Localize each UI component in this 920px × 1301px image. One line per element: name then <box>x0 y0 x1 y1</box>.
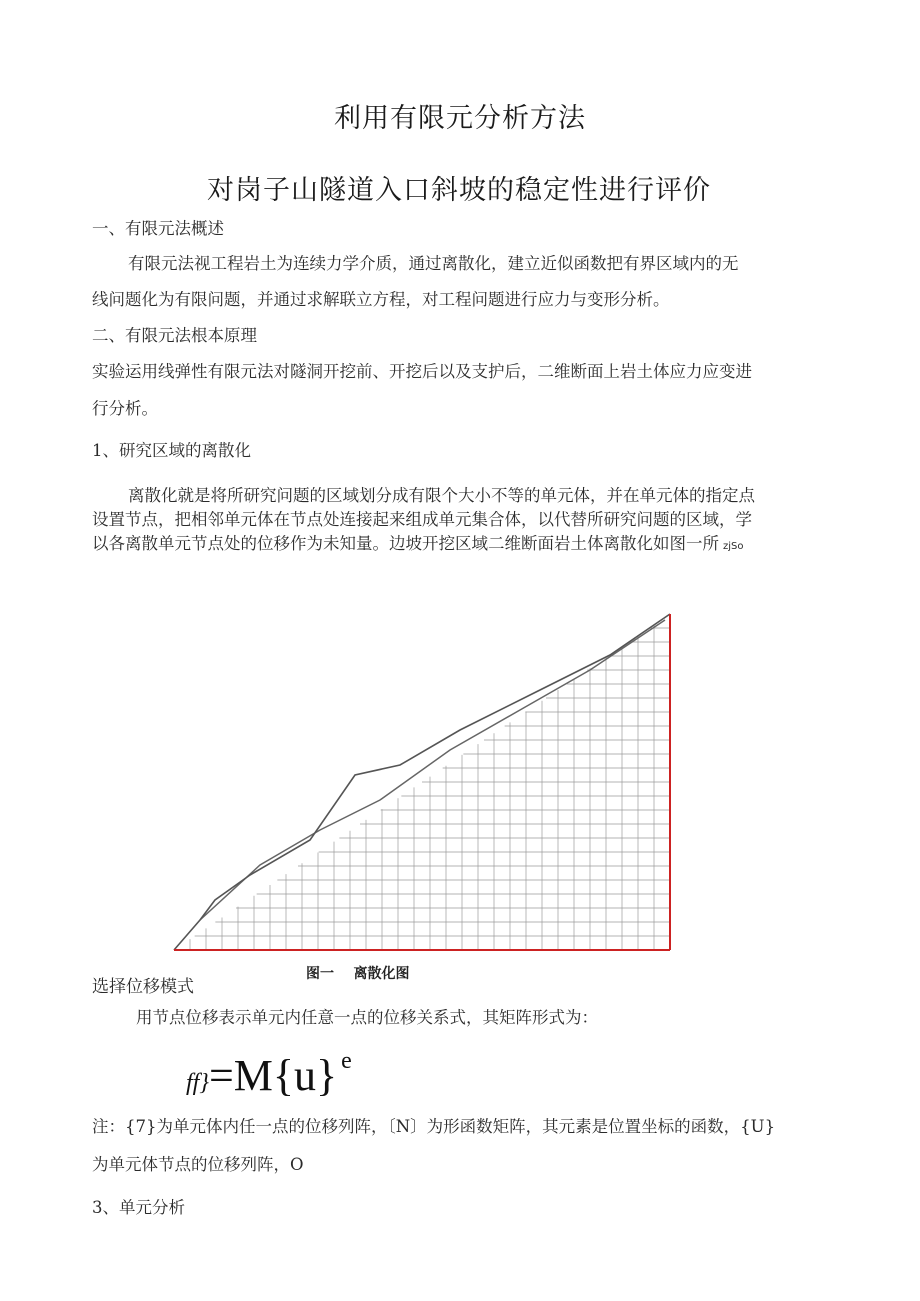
subsection-2-heading: 选择位移模式 <box>92 977 194 997</box>
subsection-2-para: 用节点位移表示单元内任意一点的位移关系式，其矩阵形式为： <box>136 1008 598 1027</box>
subsection-1-para-line-2: 设置节点，把相邻单元体在节点处连接起来组成单元集合体，以代替所研究问题的区域，学 <box>92 510 752 529</box>
subsection-1-para-line-3 <box>92 530 744 554</box>
rock-layer-line <box>200 620 665 920</box>
formula-left: ff} <box>186 1070 209 1096</box>
subsection-1-para-line-1: 离散化就是将所研究问题的区域划分成有限个大小不等的单元体，并在单元体的指定点 <box>128 486 755 505</box>
formula-body: =M{u} <box>208 1051 338 1100</box>
section-1-para-line-1: 有限元法视工程岩土为连续力学介质，通过离散化，建立近似函数把有界区域内的无 <box>128 254 739 273</box>
note-line-2: 为单元体节点的位移列阵，O <box>92 1155 304 1174</box>
subsection-3-heading: 3、单元分析 <box>92 1198 185 1217</box>
formula-superscript: e <box>341 1048 352 1074</box>
subsection-1-para-tail: zjSo <box>723 541 744 552</box>
note-line-1: 注：{7}为单元体内任一点的位移列阵，〔N〕为形函数矩阵，其元素是位置坐标的函数，{U} <box>92 1117 776 1136</box>
section-1-heading: 一、有限元法概述 <box>92 219 224 238</box>
section-2-para-line-2: 行分析。 <box>92 399 158 418</box>
section-2-heading: 二、有限元法根本原理 <box>92 326 257 345</box>
mesh-lines <box>174 614 670 950</box>
title-line-1: 利用有限元分析方法 <box>334 103 586 134</box>
figure-caption: 图一 离散化图 <box>306 966 410 982</box>
title-line-2: 对岗子山隧道入口斜坡的稳定性进行评价 <box>207 175 711 206</box>
displacement-formula <box>186 1048 352 1101</box>
section-1-para-line-2: 线问题化为有限问题，并通过求解联立方程，对工程问题进行应力与变形分析。 <box>92 290 670 309</box>
discretization-mesh-figure <box>160 600 680 960</box>
subsection-1-para-line-3-text: 以各离散单元节点处的位移作为未知量。边坡开挖区域二维断面岩土体离散化如图一所 <box>92 534 719 553</box>
section-2-para-line-1: 实验运用线弹性有限元法对隧洞开挖前、开挖后以及支护后，二维断面上岩土体应力应变进 <box>92 362 752 381</box>
subsection-1-heading: 1、研究区域的离散化 <box>92 441 251 460</box>
